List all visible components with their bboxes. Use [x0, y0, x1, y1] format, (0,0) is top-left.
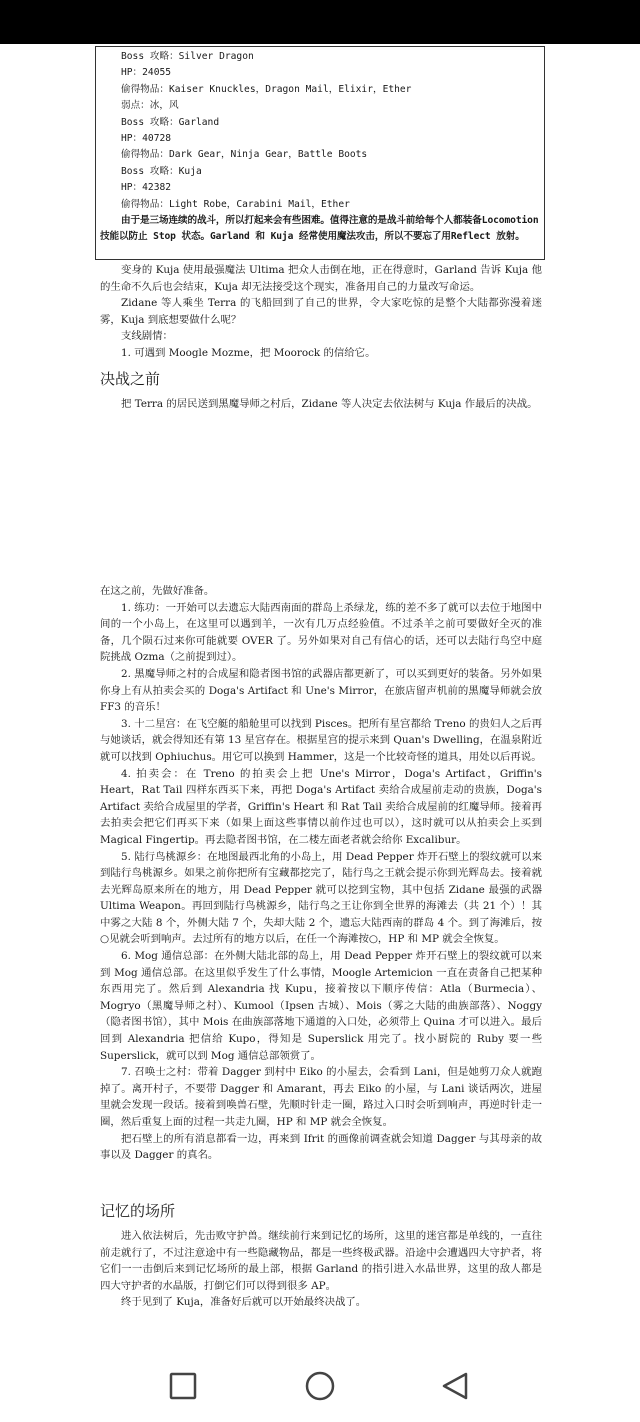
paragraph: 进入依法树后，先击败守护兽。继续前行来到记忆的场所，这里的迷宫都是单线的，一直往前走就行了，不过注意途中有一些隐藏物品，都是一些终极武器。沿途中会遭遇四大守护者，将它们一一击倒后来到记忆场所的最上部，根据 Garland 的指引进入水晶世界，这里的敌人都是四大守护者的水晶版，打倒它们可以得到很多 AP。: [100, 1230, 542, 1292]
box-line: 偷得物品：Kaiser Knuckles，Dragon Mail，Elixir，Ether: [121, 83, 412, 95]
paragraph: Zidane 等人乘坐 Terra 的飞船回到了自己的世界，令大家吃惊的是整个大陆都弥漫着迷雾，Kuja 到底想要做什么呢？: [100, 297, 542, 326]
box-line: 偷得物品：Dark Gear，Ninja Gear，Battle Boots: [121, 149, 368, 161]
paragraph: 变身的 Kuja 使用最强魔法 Ultima 把众人击倒在地，正在得意时，Garland 告诉 Kuja 他的生命不久后也会结束，Kuja 却无法接受这个现实，准备用自己的力量改写命运。: [100, 264, 542, 293]
navigation-bar: [0, 1350, 640, 1422]
paragraph: 5. 陆行鸟桃源乡：在地图最西北角的小岛上，用 Dead Pepper 炸开石壁上的裂纹就可以来到陆行鸟桃源乡。如果之前你把所有宝藏都挖完了，陆行鸟之王就会提示你到光辉岛去。接着就去光辉岛原来所在的地方，用 Dead Pepper 就可以挖到宝物，其中包括 Zidane 最强的武器 Ultima Weapon。再回到陆行鸟桃源乡，陆行鸟之王让你到全世界的海滩去（共 21 个）！其中雾之大陆 8 个，外侧大陆 7 个，失却大陆 2 个，遗忘大陆西南的群岛 4 个。到了海滩后，按○见就会听到响声。去过所有的地方以后，在任一个海滩按○，HP 和 MP 就会全恢复。: [100, 850, 542, 946]
back-button[interactable]: [440, 1371, 470, 1401]
status-bar: [0, 0, 640, 44]
box-line: 弱点：冰，风: [121, 100, 179, 112]
box-line: HP：40728: [121, 133, 172, 145]
paragraph: 6. Mog 通信总部：在外侧大陆北部的岛上，用 Dead Pepper 炸开石壁上的裂纹就可以来到 Mog 通信总部。在这里似乎发生了什么事情，Moogle Artemicion 一直在责备自己把某种东西用完了。然后到 Alexandria 找 Kupu，接着按以下顺序传信：Atla（Burmecia）、Mogryo（黑魔导师之村）、Kumool（Ipsen 古城）、Mois（雾之大陆的曲族部落）、Noggy（隐者图书馆），其中 Mois 在曲族部落地下通道的入口处，必须带上 Quina 才可以进入。最后回到 Alexandria 把信给 Kupo，得知是 Superslick 用完了。找小厨院的 Ruby 要一些 Superslick，就可以到 Mog 通信总部领赏了。: [100, 950, 542, 1062]
paragraph: 把石壁上的所有消息都看一边，再来到 Ifrit 的画像前调查就会知道 Dagger 与其母亲的故事以及 Dagger 的真名。: [100, 1132, 542, 1162]
paragraph: 4. 拍卖会：在 Treno 的拍卖会上把 Une's Mirror，Doga's Artifact，Griffin's Heart，Rat Tail 四样东西买下来，再把 Doga's Artifact 卖给合成屋前走动的贵族，Doga's Artifact 卖给合成屋里的学者，Griffin's Heart 和 Rat Tail 卖给合成屋前的红魔导师。接着再去拍卖会把它们再买下来（如果上面这些事情以前作过也可以），这时就可以从拍卖会上买到 Magical Fingertip。再去隐者图书馆，在二楼左面老者就会给你 Excalibur。: [100, 767, 542, 846]
paragraph: 1. 练功：一开始可以去遗忘大陆西南面的群岛上杀绿龙，练的差不多了就可以去位于地图中间的一个小岛上，在这里可以遇到羊，一次有几万点经验值。不过杀羊之前可要做好全灭的准备，几个陨石过来你可能就要 OVER 了。另外如果对自己有信心的话，还可以去陆行鸟空中庭院挑战 Ozma（之前提到过）。: [100, 601, 542, 664]
paragraph: 支线剧情：: [121, 330, 173, 343]
paragraph: 在这之前，先做好准备。: [100, 585, 215, 597]
box-line: HP：42382: [121, 182, 172, 194]
paragraph: 终于见到了 Kuja，准备好后就可以开始最终决战了。: [121, 1296, 367, 1309]
section1-text: [100, 396, 542, 413]
box-line: Boss 攻略：Garland: [121, 116, 220, 128]
section-heading: 决战之前: [100, 370, 161, 388]
boss-info-box: [95, 46, 545, 260]
triangle-back-icon: [440, 1371, 470, 1401]
box-line: HP：24055: [121, 67, 172, 79]
intro-text: [100, 262, 542, 362]
paragraph: 把 Terra 的居民送到黑魔导师之村后，Zidane 等人决定去依法树与 Kuja 作最后的决战。: [121, 398, 538, 410]
box-line: Boss 攻略：Kuja: [121, 165, 202, 177]
square-icon: [168, 1371, 198, 1401]
box-line: Boss 攻略：Silver Dragon: [121, 51, 254, 62]
paragraph: 7. 召唤士之村：带着 Dagger 到村中 Eiko 的小屋去，会看到 Lani，但是她剪刀众人就跑掉了。离开村子，不要带 Dagger 和 Amarant，再去 Eiko 的小屋，与 Lani 谈话两次，进屋里就会发现一段话。接着到唤兽石壁，先顺时针走一圈，路过入口时会听到响声，再逆时针走一圈，然后重复上面的过程一共走九圈，HP 和 MP 就会全恢复。: [100, 1066, 542, 1128]
circle-icon: [305, 1371, 335, 1401]
section2-text: [100, 1228, 542, 1311]
box-note: 由于是三场连续的战斗，所以打起来会有些困难。值得注意的是战斗前给每个人都装备Locomotion 技能以防止 Stop 状态。Garland 和 Kuja 经常使用魔法攻击，所以不要忘了用Reflect 放射。: [100, 215, 539, 243]
paragraph: 1. 可遇到 Moogle Mozme，把 Moorock 的信给它。: [121, 346, 376, 359]
section-heading: 记忆的场所: [100, 1202, 176, 1220]
paragraph: 3. 十二星宫：在飞空艇的船舱里可以找到 Pisces。把所有星宫都给 Treno 的贵妇人之后再与她谈话，就会得知还有第 13 星宫存在。根据星宫的提示来到 Quan's Dwelling，在温泉附近就可以找到 Ophiuchus。用它可以换到 Hammer，这是一个比较奇怪的道具，用处以后再说。: [100, 717, 542, 763]
box-line: 偷得物品：Light Robe，Carabini Mail，Ether: [121, 198, 350, 210]
preparation-text: [100, 583, 542, 1164]
recent-apps-button[interactable]: [168, 1371, 198, 1401]
paragraph: 2. 黑魔导师之村的合成屋和隐者图书馆的武器店都更新了，可以买到更好的装备。另外如果你身上有从拍卖会买的 Doga's Artifact 和 Une's Mirror，在旅店留声机前的黑魔导师就会放 FF3 的音乐！: [100, 667, 542, 714]
home-button[interactable]: [305, 1371, 335, 1401]
